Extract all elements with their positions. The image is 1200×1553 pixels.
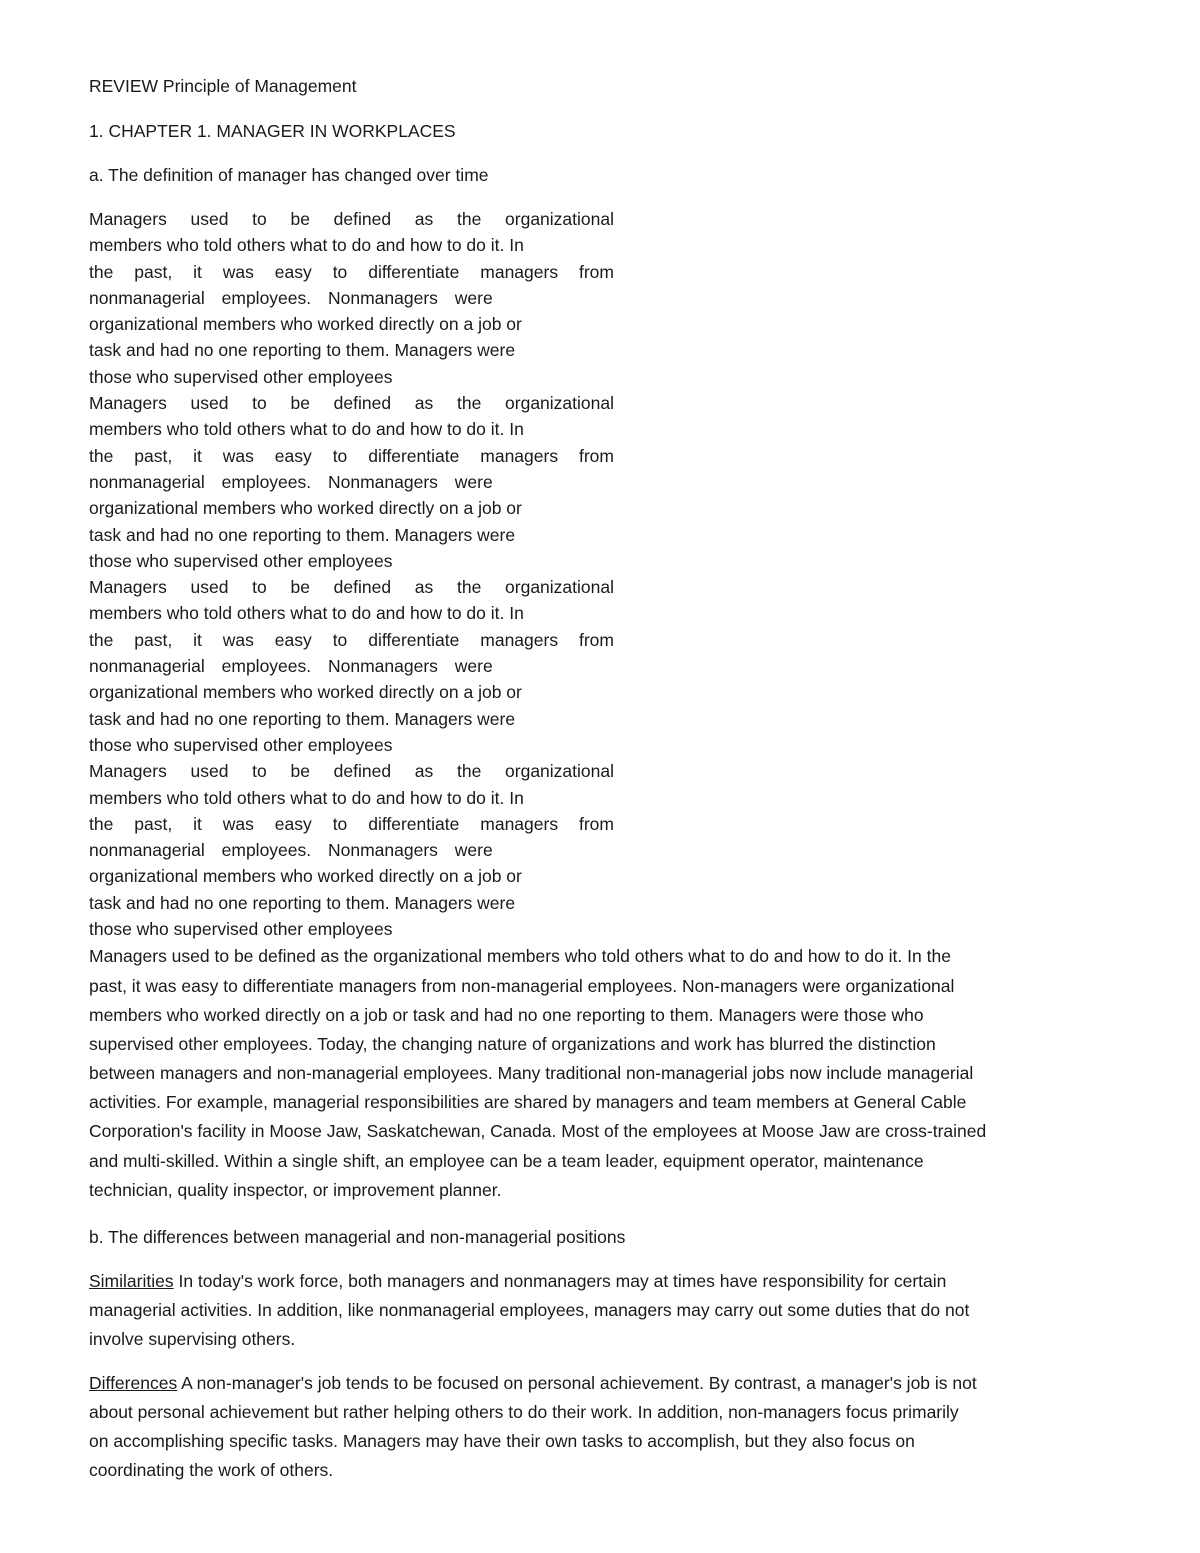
narrow-line: nonmanagerial employees. Nonmanagers were — [89, 840, 493, 861]
document-page — [89, 72, 1099, 1499]
narrow-paragraph-4 — [89, 758, 614, 942]
differences-text: A non-manager's job tends to be focused on personal achievement. By contrast, a manager's job is not — [177, 1372, 977, 1393]
narrow-line: members who told others what to do and how to do it. In — [89, 235, 524, 256]
narrow-paragraph-2 — [89, 390, 614, 574]
narrow-line: members who told others what to do and how to do it. In — [89, 419, 524, 440]
wide-line: past, it was easy to differentiate managers from non-managerial employees. Non-managers were organizational — [89, 975, 955, 996]
narrow-paragraph-3 — [89, 574, 614, 758]
narrow-line: Managers used to be defined as the organizational — [89, 209, 614, 229]
differences-line: coordinating the work of others. — [89, 1460, 334, 1481]
differences-line: about personal achievement but rather helping others to do their work. In addition, non-managers focus primarily — [89, 1401, 959, 1422]
wide-line: Corporation's facility in Moose Jaw, Saskatchewan, Canada. Most of the employees at Moose Jaw are cross-trained — [89, 1121, 987, 1142]
differences-term: Differences — [89, 1372, 178, 1393]
narrow-line: those who supervised other employees — [89, 734, 393, 755]
narrow-line: those who supervised other employees — [89, 550, 393, 571]
narrow-paragraph-1 — [89, 206, 614, 390]
similarities-paragraph — [89, 1267, 1094, 1355]
narrow-line: Managers used to be defined as the organizational — [89, 577, 614, 598]
narrow-line: task and had no one reporting to them. Managers were — [89, 892, 516, 913]
narrow-line: organizational members who worked directly on a job or — [89, 682, 522, 703]
narrow-line: members who told others what to do and how to do it. In — [89, 603, 524, 624]
wide-line: Managers used to be defined as the organizational members who told others what to do and how to do it. In the — [89, 946, 951, 967]
differences-paragraph — [89, 1369, 1094, 1486]
similarities-line: involve supervising others. — [89, 1329, 296, 1350]
narrow-line: those who supervised other employees — [89, 366, 393, 387]
similarities-first-line — [89, 1267, 1094, 1296]
similarities-term: Similarities — [89, 1271, 174, 1291]
wide-line: technician, quality inspector, or improvement planner. — [89, 1179, 502, 1200]
document-title: REVIEW Principle of Management — [89, 76, 357, 96]
narrow-line: the past, it was easy to differentiate managers from — [89, 629, 614, 650]
narrow-line: organizational members who worked directly on a job or — [89, 314, 522, 335]
narrow-line: the past, it was easy to differentiate managers from — [89, 261, 614, 282]
narrow-line: the past, it was easy to differentiate managers from — [89, 813, 614, 834]
narrow-line: nonmanagerial employees. Nonmanagers were — [89, 471, 493, 492]
section-b-heading: b. The differences between managerial and non-managerial positions — [89, 1227, 626, 1247]
section-a-heading: a. The definition of manager has changed over time — [89, 165, 489, 185]
differences-line: on accomplishing specific tasks. Managers may have their own tasks to accomplish, but they also focus on — [89, 1430, 915, 1451]
narrow-line: organizational members who worked directly on a job or — [89, 498, 522, 519]
narrow-line: task and had no one reporting to them. Managers were — [89, 524, 516, 545]
wide-line: between managers and non-managerial employees. Many traditional non-managerial jobs now include managerial — [89, 1063, 974, 1084]
wide-paragraph — [89, 942, 1094, 1205]
wide-line: supervised other employees. Today, the changing nature of organizations and work has blurred the distinction — [89, 1033, 936, 1054]
narrow-line: organizational members who worked directly on a job or — [89, 866, 522, 887]
narrow-line: task and had no one reporting to them. Managers were — [89, 708, 516, 729]
wide-line: activities. For example, managerial responsibilities are shared by managers and team members at General Cable — [89, 1092, 967, 1113]
narrow-line: nonmanagerial employees. Nonmanagers were — [89, 287, 493, 308]
narrow-line: those who supervised other employees — [89, 919, 393, 940]
chapter-heading: 1. CHAPTER 1. MANAGER IN WORKPLACES — [89, 121, 456, 141]
wide-line: and multi-skilled. Within a single shift, an employee can be a team leader, equipment operator, maintenance — [89, 1150, 924, 1171]
differences-first-line — [89, 1369, 1094, 1398]
similarities-line: managerial activities. In addition, like nonmanagerial employees, managers may carry out some duties that do not — [89, 1300, 970, 1321]
narrow-line: the past, it was easy to differentiate managers from — [89, 445, 614, 466]
narrow-line: task and had no one reporting to them. Managers were — [89, 340, 516, 361]
narrow-line: members who told others what to do and how to do it. In — [89, 787, 524, 808]
narrow-line: Managers used to be defined as the organizational — [89, 761, 614, 782]
similarities-text: In today's work force, both managers and nonmanagers may at times have responsibility for certain — [173, 1271, 947, 1291]
narrow-line: Managers used to be defined as the organizational — [89, 393, 614, 414]
narrow-line: nonmanagerial employees. Nonmanagers were — [89, 656, 493, 677]
wide-line: members who worked directly on a job or task and had no one reporting to them. Managers were those who — [89, 1004, 924, 1025]
